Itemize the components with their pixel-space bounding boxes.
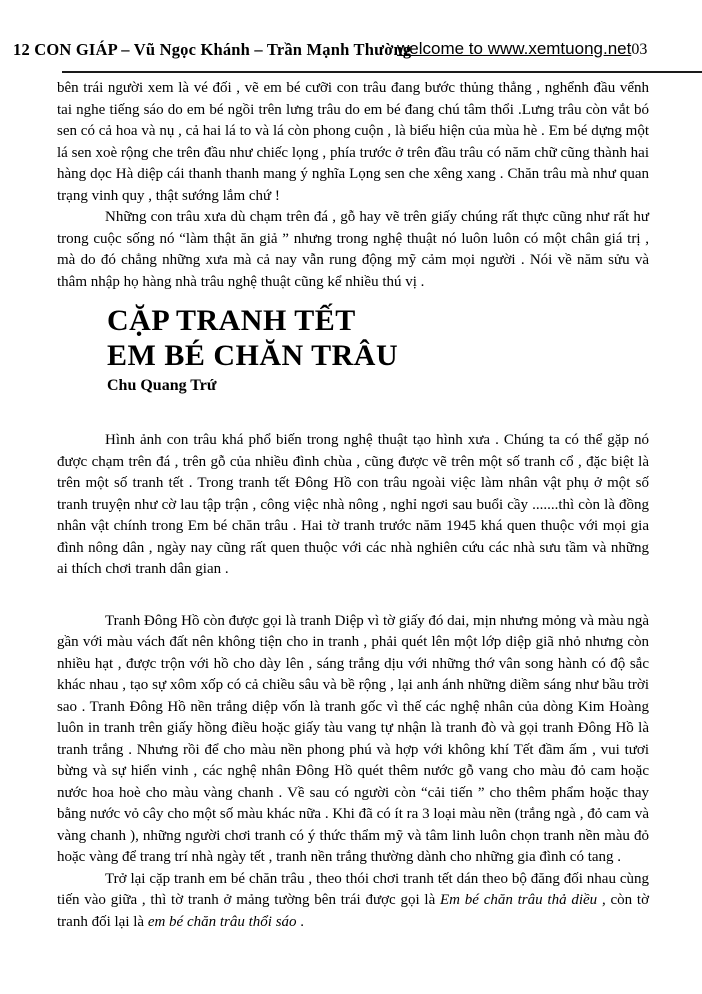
paragraph-5-text-3: . (296, 913, 305, 930)
paragraph-5-text-1: Trở lại cặp tranh em bé chăn trâu , theo thói chơi tranh tết dán theo bộ đăng đối nhau cùng tiến vào giữa , thì tờ tranh ở mảng tường bên trái được gọi là (57, 870, 649, 908)
site-link[interactable]: welcome to www.xemtuong.net (397, 39, 632, 58)
article-author: Chu Quang Trứ (107, 377, 217, 394)
header-book-title: 12 CON GIÁP – Vũ Ngọc Khánh – Trần Mạnh Thường (13, 40, 412, 59)
article-title-line2: EM BÉ CHĂN TRÂU (107, 339, 399, 372)
paragraph-3: Hình ảnh con trâu khá phổ biến trong nghệ thuật tạo hình xưa . Chúng ta có thể gặp nó được chạm trên đá , trên gỗ của nhiều đình chùa , cũng được vẽ trên một số tranh cổ , đặc biệt là trên một số tranh tết . Trong tranh tết Đông Hồ con trâu ngoài việc làm nhân vật phụ ở một số tranh truyện như cờ lau tập trận , công việc nhà nông , nghỉ ngơi sau buổi cầy .......thì còn là đồng nhân vật chính trong Em bé chăn trâu . Hai tờ tranh trước năm 1945 khá quen thuộc với mọi gia đình nông dân , ngày nay cũng rất quen thuộc với các nhà nghiên cứu các nhà sưu tầm và những ai thích chơi tranh dân gian . (57, 432, 649, 577)
article-body (57, 78, 649, 933)
article-heading (107, 303, 649, 396)
paragraph-5-title-1: Em bé chăn trâu thả diều (440, 892, 598, 908)
header-right (397, 39, 647, 59)
article-title-line1: CẶP TRANH TẾT (107, 304, 356, 337)
header-divider (62, 71, 702, 73)
paragraph-5-title-2: em bé chăn trâu thổi sáo (147, 913, 297, 930)
paragraph-5-text-2: , còn tờ tranh đối lại là (57, 892, 650, 930)
paragraph-1: bên trái người xem là vé đối , vẽ em bé cưỡi con trâu đang bước thủng thẳng , nghểnh đầu vểnh tai nghe tiếng sáo do em bé ngồi trên lưng trâu do em bé đang chú tâm thổi .Lưng trâu còn vắt bó sen có cả hoa và nụ , cả hai lá to và lá còn phong cuộn , là biểu hiện của mùa hè . Em bé dựng một lá sen xoè rộng che trên đầu như chiếc lọng , phía trước ở trên đầu trâu có năm chữ cũng thành hai hàng dọc Hà diệp cái thanh thanh mang ý nghĩa Lọng sen che xêng xang . Chăn trâu mà như quan trạng vinh quy , thật sướng lắm chứ ! (57, 80, 649, 204)
paragraph-4: Tranh Đông Hồ còn được gọi là tranh Diệp vì tờ giấy đó dai, mịn nhưng mỏng và màu ngà gần với màu vách đất nên không tiện cho in tranh , phải quét lên một lớp diệp giã nhỏ nhưng còn nhiều hạt , được trộn với hồ cho dày lên , sáng trắng dịu với những thớ vân song hành có độ sắc khác nhau , tạo sự xôm xốp có cả chiều sâu và bề rộng , lại anh ánh những diềm sáng như bầu trời sao . Tranh Đông Hồ nền trắng diệp vốn là tranh gốc vì thế các nghệ nhân của dòng Kim Hoàng luôn in tranh trên giấy hồng điều hoặc giấy tàu vang tự nhận là tranh đò và gọi tranh Đông Hồ là tranh trắng . Nhưng rồi để cho màu nền phong phú và hợp với không khí Tết đầm ấm , vui tươi bừng và sự hiển vinh , các nghệ nhân Đông Hồ quét thêm nước gỗ vang cho màu đỏ cam hoặc nước hoa hoè cho màu vàng chanh . Về sau có người còn “cải tiến ” cho thêm phẩm hoặc thay bằng nước vỏ cây cho một số màu khác nữa . Khi đã có ít ra 3 loại màu nền (trắng ngà , đỏ cam và vàng chanh ), những người chơi tranh có ý thức thẩm mỹ và tâm linh luôn chọn tranh nền màu đỏ hoặc vàng để trang trí nhà ngày tết , tranh nền trắng thường dành cho những gia đình có tang . (57, 612, 649, 865)
paragraph-5 (57, 869, 649, 934)
page-number: 03 (631, 41, 648, 58)
paragraph-2: Những con trâu xưa dù chạm trên đá , gỗ hay vẽ trên giấy chúng rất thực cũng như rất hư trong cuộc sống nó “làm thật ăn giả ” nhưng trong nghệ thuật nó luôn luôn có một chân giá trị , mà do đó chẳng những xưa mà cả nay vẫn rung động mỹ cảm mọi người . Nói về năm sửu và thâm nhập họ hàng nhà trâu nghệ thuật cũng kể nhiều thú vị . (57, 209, 649, 290)
